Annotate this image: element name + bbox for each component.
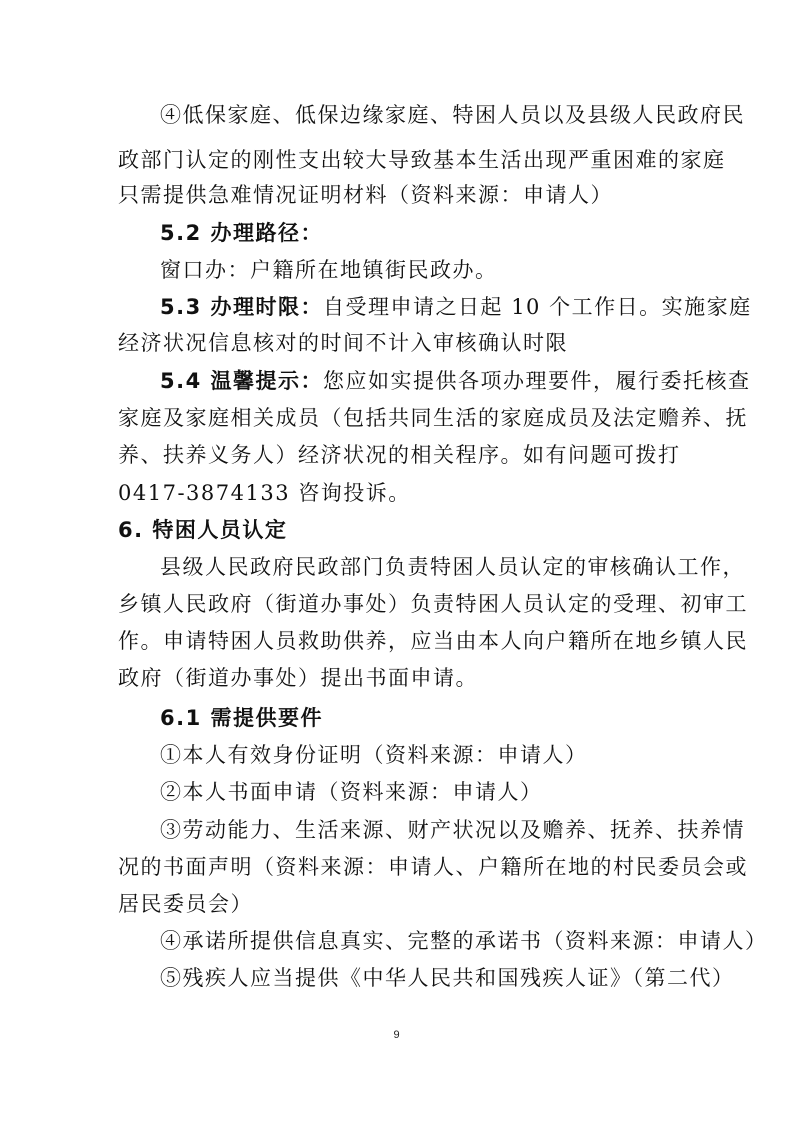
section-heading-5-2: 5.2 办理路径：	[160, 221, 324, 245]
paragraph-line: 居民委员会）	[118, 892, 253, 916]
paragraph-line: ④低保家庭、低保边缘家庭、特困人员以及县级人民政府民	[160, 103, 745, 127]
section-text-5-4: 您应如实提供各项办理要件，履行委托核查	[323, 369, 751, 393]
paragraph-line: 养、扶养义务人）经济状况的相关程序。如有问题可拨打	[118, 443, 681, 467]
section-heading-6: 6. 特困人员认定	[118, 518, 288, 542]
section-heading-6-1: 6.1 需提供要件	[160, 706, 324, 730]
paragraph-line: 0417-3874133 咨询投诉。	[118, 481, 411, 505]
section-label-5-4: 5.4 温馨提示：	[160, 369, 324, 393]
paragraph-line: 政部门认定的刚性支出较大导致基本生活出现严重困难的家庭	[118, 148, 726, 172]
section-text-5-3: 自受理申请之日起 10 个工作日。实施家庭	[323, 295, 752, 319]
section-label-5-3: 5.3 办理时限：	[160, 295, 324, 319]
page-number: 9	[393, 1029, 400, 1041]
paragraph-line: 县级人民政府民政部门负责特困人员认定的审核确认工作，	[160, 555, 745, 579]
paragraph-line: 窗口办：户籍所在地镇街民政办。	[160, 258, 498, 282]
paragraph-line: 政府（街道办事处）提出书面申请。	[118, 666, 478, 690]
section-5-4-line	[160, 366, 751, 396]
list-item: ②本人书面申请（资料来源：申请人）	[160, 780, 543, 804]
paragraph-line: 况的书面声明（资料来源：申请人、户籍所在地的村民委员会或	[118, 855, 748, 879]
list-item: ⑤残疾人应当提供《中华人民共和国残疾人证》（第二代）	[160, 966, 735, 990]
section-5-3-line	[160, 292, 752, 322]
paragraph-line: 只需提供急难情况证明材料（资料来源：申请人）	[118, 183, 613, 207]
list-item: ①本人有效身份证明（资料来源：申请人）	[160, 743, 588, 767]
paragraph-line: 家庭及家庭相关成员（包括共同生活的家庭成员及法定赡养、抚	[118, 406, 748, 430]
paragraph-line: 作。申请特困人员救助供养，应当由本人向户籍所在地乡镇人民	[118, 629, 748, 653]
paragraph-line: 乡镇人民政府（街道办事处）负责特困人员认定的受理、初审工	[118, 592, 748, 616]
paragraph-line: 经济状况信息核对的时间不计入审核确认时限	[118, 331, 568, 355]
list-item: ③劳动能力、生活来源、财产状况以及赡养、抚养、扶养情	[160, 818, 745, 842]
list-item: ④承诺所提供信息真实、完整的承诺书（资料来源：申请人）	[160, 929, 768, 953]
